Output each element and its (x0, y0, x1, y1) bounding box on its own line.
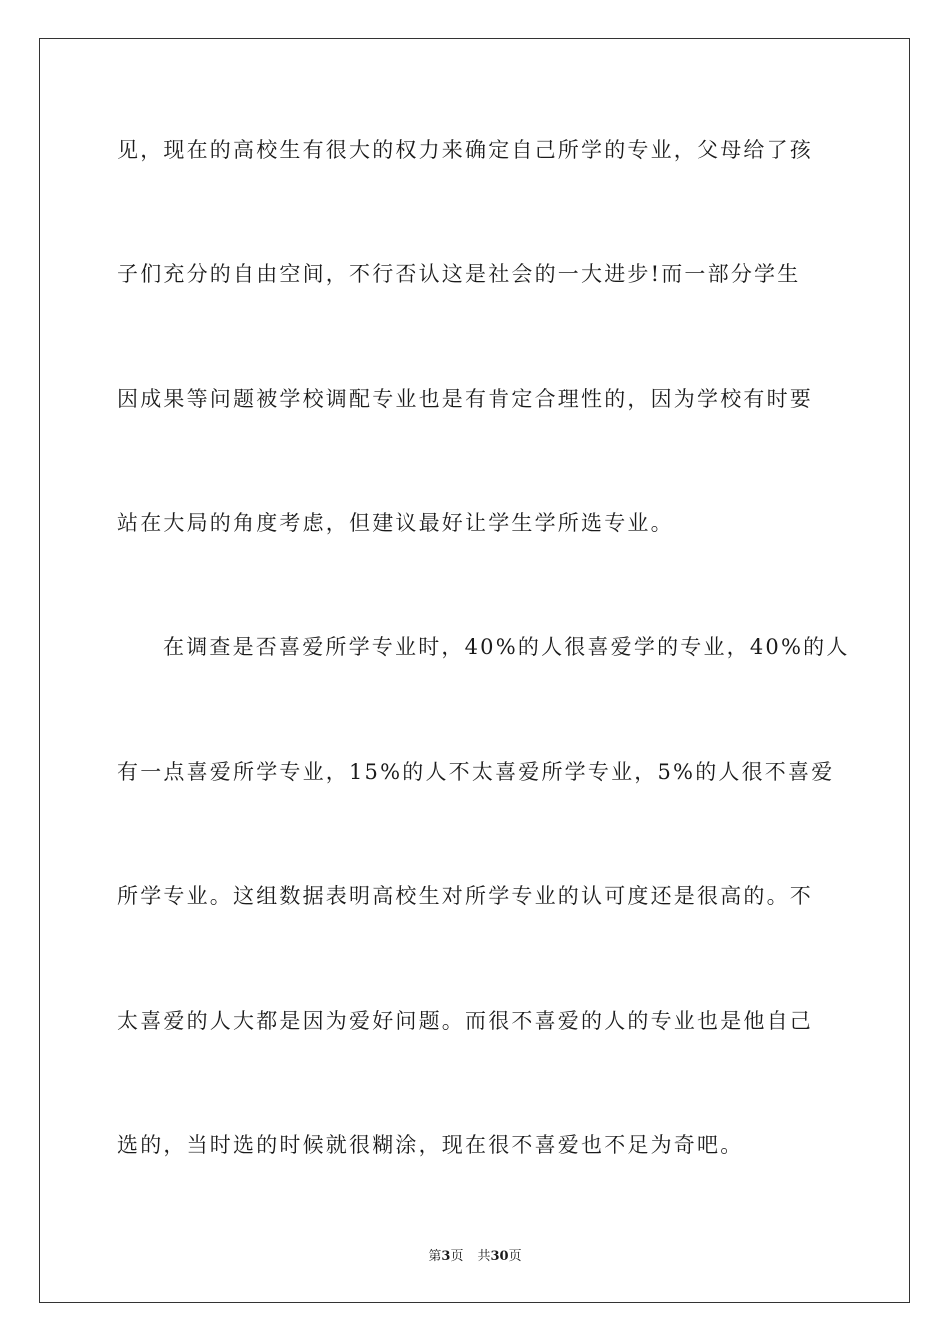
body-text-line: 见，现在的高校生有很大的权力来确定自己所学的专业，父母给了孩 (117, 138, 813, 162)
body-text-line: 太喜爱的人大都是因为爱好问题。而很不喜爱的人的专业也是他自己 (117, 1009, 813, 1033)
page-footer (0, 1248, 950, 1266)
body-text-line: 选的，当时选的时候就很糊涂，现在很不喜爱也不足为奇吧。 (117, 1133, 744, 1157)
page-prefix: 第 (428, 1249, 442, 1264)
page-border (39, 38, 910, 1303)
body-text-line: 有一点喜爱所学专业，15%的人不太喜爱所学专业，5%的人很不喜爱 (117, 760, 835, 784)
body-text-line: 子们充分的自由空间，不行否认这是社会的一大进步!而一部分学生 (117, 262, 801, 286)
total-pages: 30 (490, 1249, 509, 1264)
body-text-line: 因成果等问题被学校调配专业也是有肯定合理性的，因为学校有时要 (117, 387, 813, 411)
body-text-line: 在调查是否喜爱所学专业时，40%的人很喜爱学的专业，40%的人 (163, 635, 850, 659)
total-suffix: 页 (508, 1249, 522, 1264)
body-text-line: 站在大局的角度考虑，但建议最好让学生学所选专业。 (117, 511, 674, 535)
page-number: 3 (441, 1249, 451, 1264)
body-text-line: 所学专业。这组数据表明高校生对所学专业的认可度还是很高的。不 (117, 884, 813, 908)
page-suffix: 页 (450, 1249, 464, 1264)
total-prefix: 共 (477, 1249, 491, 1264)
